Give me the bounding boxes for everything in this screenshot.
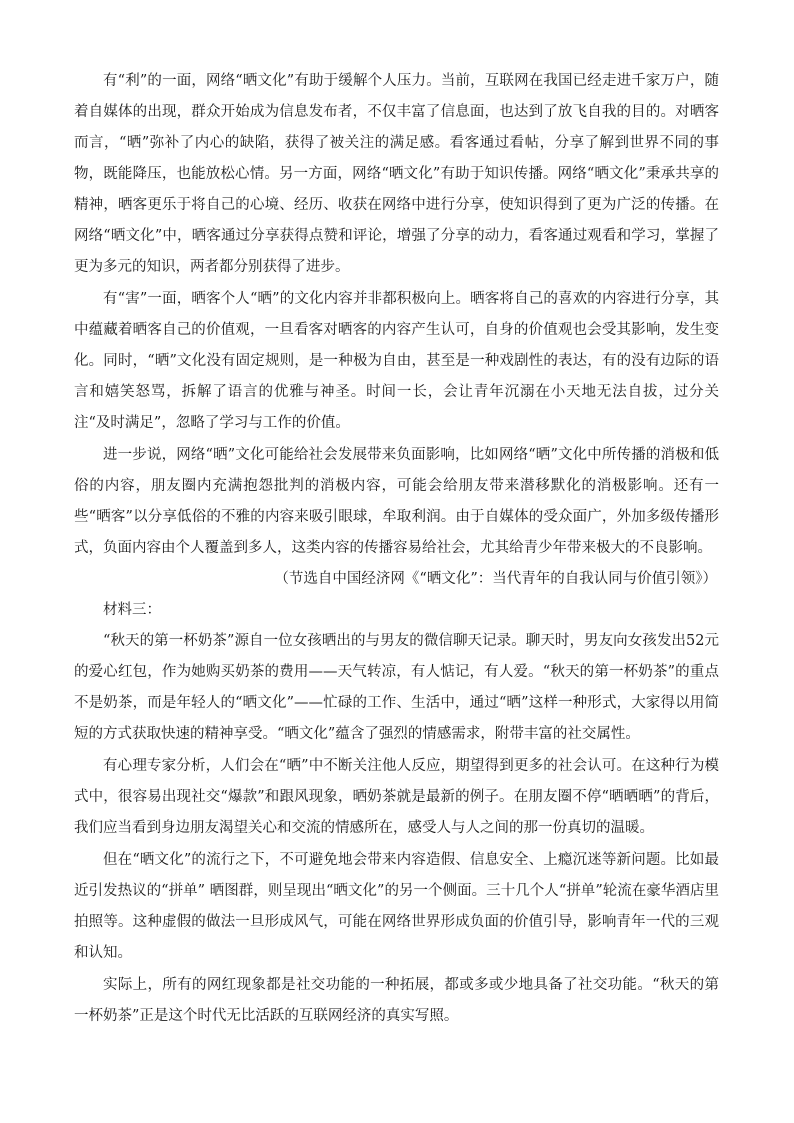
source-citation: （节选自中国经济网《“晒文化”：当代青年的自我认同与价值引领》） [274, 571, 717, 587]
paragraph-benefit: 有“利”的一面，网络“晒文化”有助于缓解个人压力。当前，互联网在我国已经走进千家万户，随着自媒体的出现，群众开始成为信息发布者，不仅丰富了信息面，也达到了放飞自我的目的。对晒客而言，“晒”弥补了内心的缺陷，获得了被关注的满足感。看客通过看帖，分享了解到世界不同的事物，既能降压，也能放松心情。另一方面，网络“晒文化”有助于知识传播。网络“晒文化”秉承共享的精神，晒客更乐于将自己的心境、经历、收获在网络中进行分享，使知识得到了更为广泛的传播。在网络“晒文化”中，晒客通过分享获得点赞和评论，增强了分享的动力，看客通过观看和学习，掌握了更为多元的知识，两者都分别获得了进步。 [74, 73, 719, 275]
paragraph-milk-tea-origin: “秋天的第一杯奶茶”源自一位女孩晒出的与男友的微信聊天记录。聊天时，男友向女孩发出52元的爱心红包，作为她购买奶茶的费用——天气转凉，有人惦记，有人爱。“秋天的第一杯奶茶”的重点不是奶茶，而是年轻人的“晒文化”——忙碌的工作、生活中，通过“晒”这样一种形式，大家得以用简短的方式获取快速的精神享受。“晒文化”蕴含了强烈的情感需求，附带丰富的社交属性。 [74, 633, 719, 742]
paragraph-social-impact: 进一步说，网络“晒”文化可能给社会发展带来负面影响，比如网络“晒”文化中所传播的消极和低俗的内容，朋友圈内充满抱怨批判的消极内容，可能会给朋友带来潜移默化的消极影响。还有一些“晒客”以分享低俗的不雅的内容来吸引眼球，牟取利润。由于自媒体的受众面广，外加多级传播形式，负面内容由个人覆盖到多人，这类内容的传播容易给社会，尤其给青少年带来极大的不良影响。 [74, 447, 719, 556]
paragraph-psychology: 有心理专家分析，人们会在“晒”中不断关注他人反应，期望得到更多的社会认可。在这种行为模式中，很容易出现社交“爆款”和跟风现象，晒奶茶就是最新的例子。在朋友圈不停“晒晒晒”的背后，我们应当看到身边朋友渴望关心和交流的情感所在，感受人与人之间的那一份真切的温暖。 [74, 758, 719, 836]
paragraph-problems: 但在“晒文化”的流行之下，不可避免地会带来内容造假、信息安全、上瘾沉迷等新问题。比如最近引发热议的“拼单” 晒图群，则呈现出“晒文化”的另一个侧面。三十几个人“拼单”轮流在豪华酒店里拍照等。这种虚假的做法一旦形成风气，可能在网络世界形成负面的价值引导，影响青年一代的三观和认知。 [74, 852, 719, 961]
document-page [74, 66, 719, 1032]
paragraph-harm: 有“害”一面，晒客个人“晒”的文化内容并非都积极向上。晒客将自己的喜欢的内容进行分享，其中蕴藏着晒客自己的价值观，一旦看客对晒客的内容产生认可，自身的价值观也会受其影响，发生变化。同时，“晒”文化没有固定规则，是一种极为自由，甚至是一种戏剧性的表达，有的没有边际的语言和嬉笑怒骂，拆解了语言的优雅与神圣。时间一长，会让青年沉溺在小天地无法自拔，过分关注“及时满足”，忽略了学习与工作的价值。 [74, 291, 719, 431]
paragraph-conclusion: 实际上，所有的网红现象都是社交功能的一种拓展，都或多或少地具备了社交功能。“秋天的第一杯奶茶”正是这个时代无比活跃的互联网经济的真实写照。 [74, 977, 719, 1024]
material-heading: 材料三： [103, 602, 161, 618]
